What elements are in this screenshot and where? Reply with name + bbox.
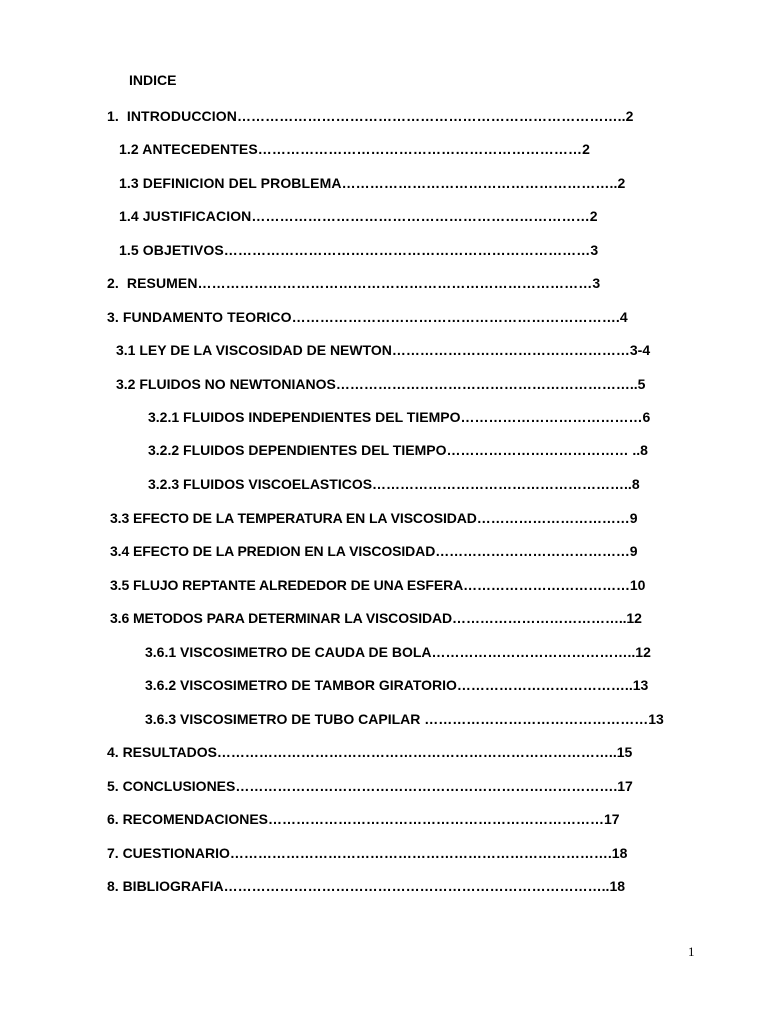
toc-entry: 3.6.2 VISCOSIMETRO DE TAMBOR GIRATORIO………………………………..13 [145, 677, 649, 693]
toc-entry: 3.3 EFECTO DE LA TEMPERATURA EN LA VISCOSIDAD……………………………9 [110, 510, 638, 526]
toc-entry: 3.2.2 FLUIDOS DEPENDIENTES DEL TIEMPO………………………………… ..8 [148, 442, 648, 458]
toc-entry: 3.2.3 FLUIDOS VISCOELASTICOS………………………………………………..8 [148, 476, 640, 492]
toc-entry: 7. CUESTIONARIO……………………………………………………………………….18 [107, 845, 628, 861]
toc-entry: 1. INTRODUCCION………………………………………………………………………..2 [107, 108, 634, 124]
page-number: 1 [688, 944, 695, 959]
index-title: INDICE [129, 72, 177, 88]
toc-entry: 1.3 DEFINICION DEL PROBLEMA…………………………………………………..2 [119, 175, 626, 191]
toc-entry: 6. RECOMENDACIONES………………………………………………………………17 [107, 811, 620, 827]
toc-entry: 5. CONCLUSIONES……………………………………………………………………….17 [107, 778, 633, 794]
toc-entry: 1.4 JUSTIFICACION………………………………………………………………2 [119, 208, 598, 224]
toc-entry: 3.6.3 VISCOSIMETRO DE TUBO CAPILAR …………………………………………13 [145, 711, 664, 727]
toc-entry: 3. FUNDAMENTO TEORICO…………………………………………………………….4 [107, 309, 628, 325]
toc-entry: 3.1 LEY DE LA VISCOSIDAD DE NEWTON……………………………………………3-4 [116, 342, 651, 358]
toc-entry: 4. RESULTADOS…………………………………………………………………………..15 [107, 744, 633, 760]
toc-entry: 1.2 ANTECEDENTES……………………………………………………………2 [119, 141, 590, 157]
toc-entry: 3.6.1 VISCOSIMETRO DE CAUDA DE BOLA……………………………………..12 [145, 644, 651, 660]
toc-entry: 3.4 EFECTO DE LA PREDION EN LA VISCOSIDAD……………………………………9 [110, 543, 638, 559]
toc-entry: 2. RESUMEN…………………………………………………………………………3 [107, 275, 601, 291]
toc-entry: 8. BIBLIOGRAFIA………………………………………………………………………..18 [107, 878, 626, 894]
toc-entry: 3.2 FLUIDOS NO NEWTONIANOS………………………………………………………..5 [116, 376, 646, 392]
toc-entry: 1.5 OBJETIVOS……………………………………………………………………3 [119, 242, 599, 258]
toc-entry: 3.2.1 FLUIDOS INDEPENDIENTES DEL TIEMPO…………………………………6 [148, 409, 651, 425]
toc-entry: 3.6 METODOS PARA DETERMINAR LA VISCOSIDAD………………………………..12 [110, 610, 642, 626]
toc-entry: 3.5 FLUJO REPTANTE ALREDEDOR DE UNA ESFERA………………………………10 [110, 577, 646, 593]
